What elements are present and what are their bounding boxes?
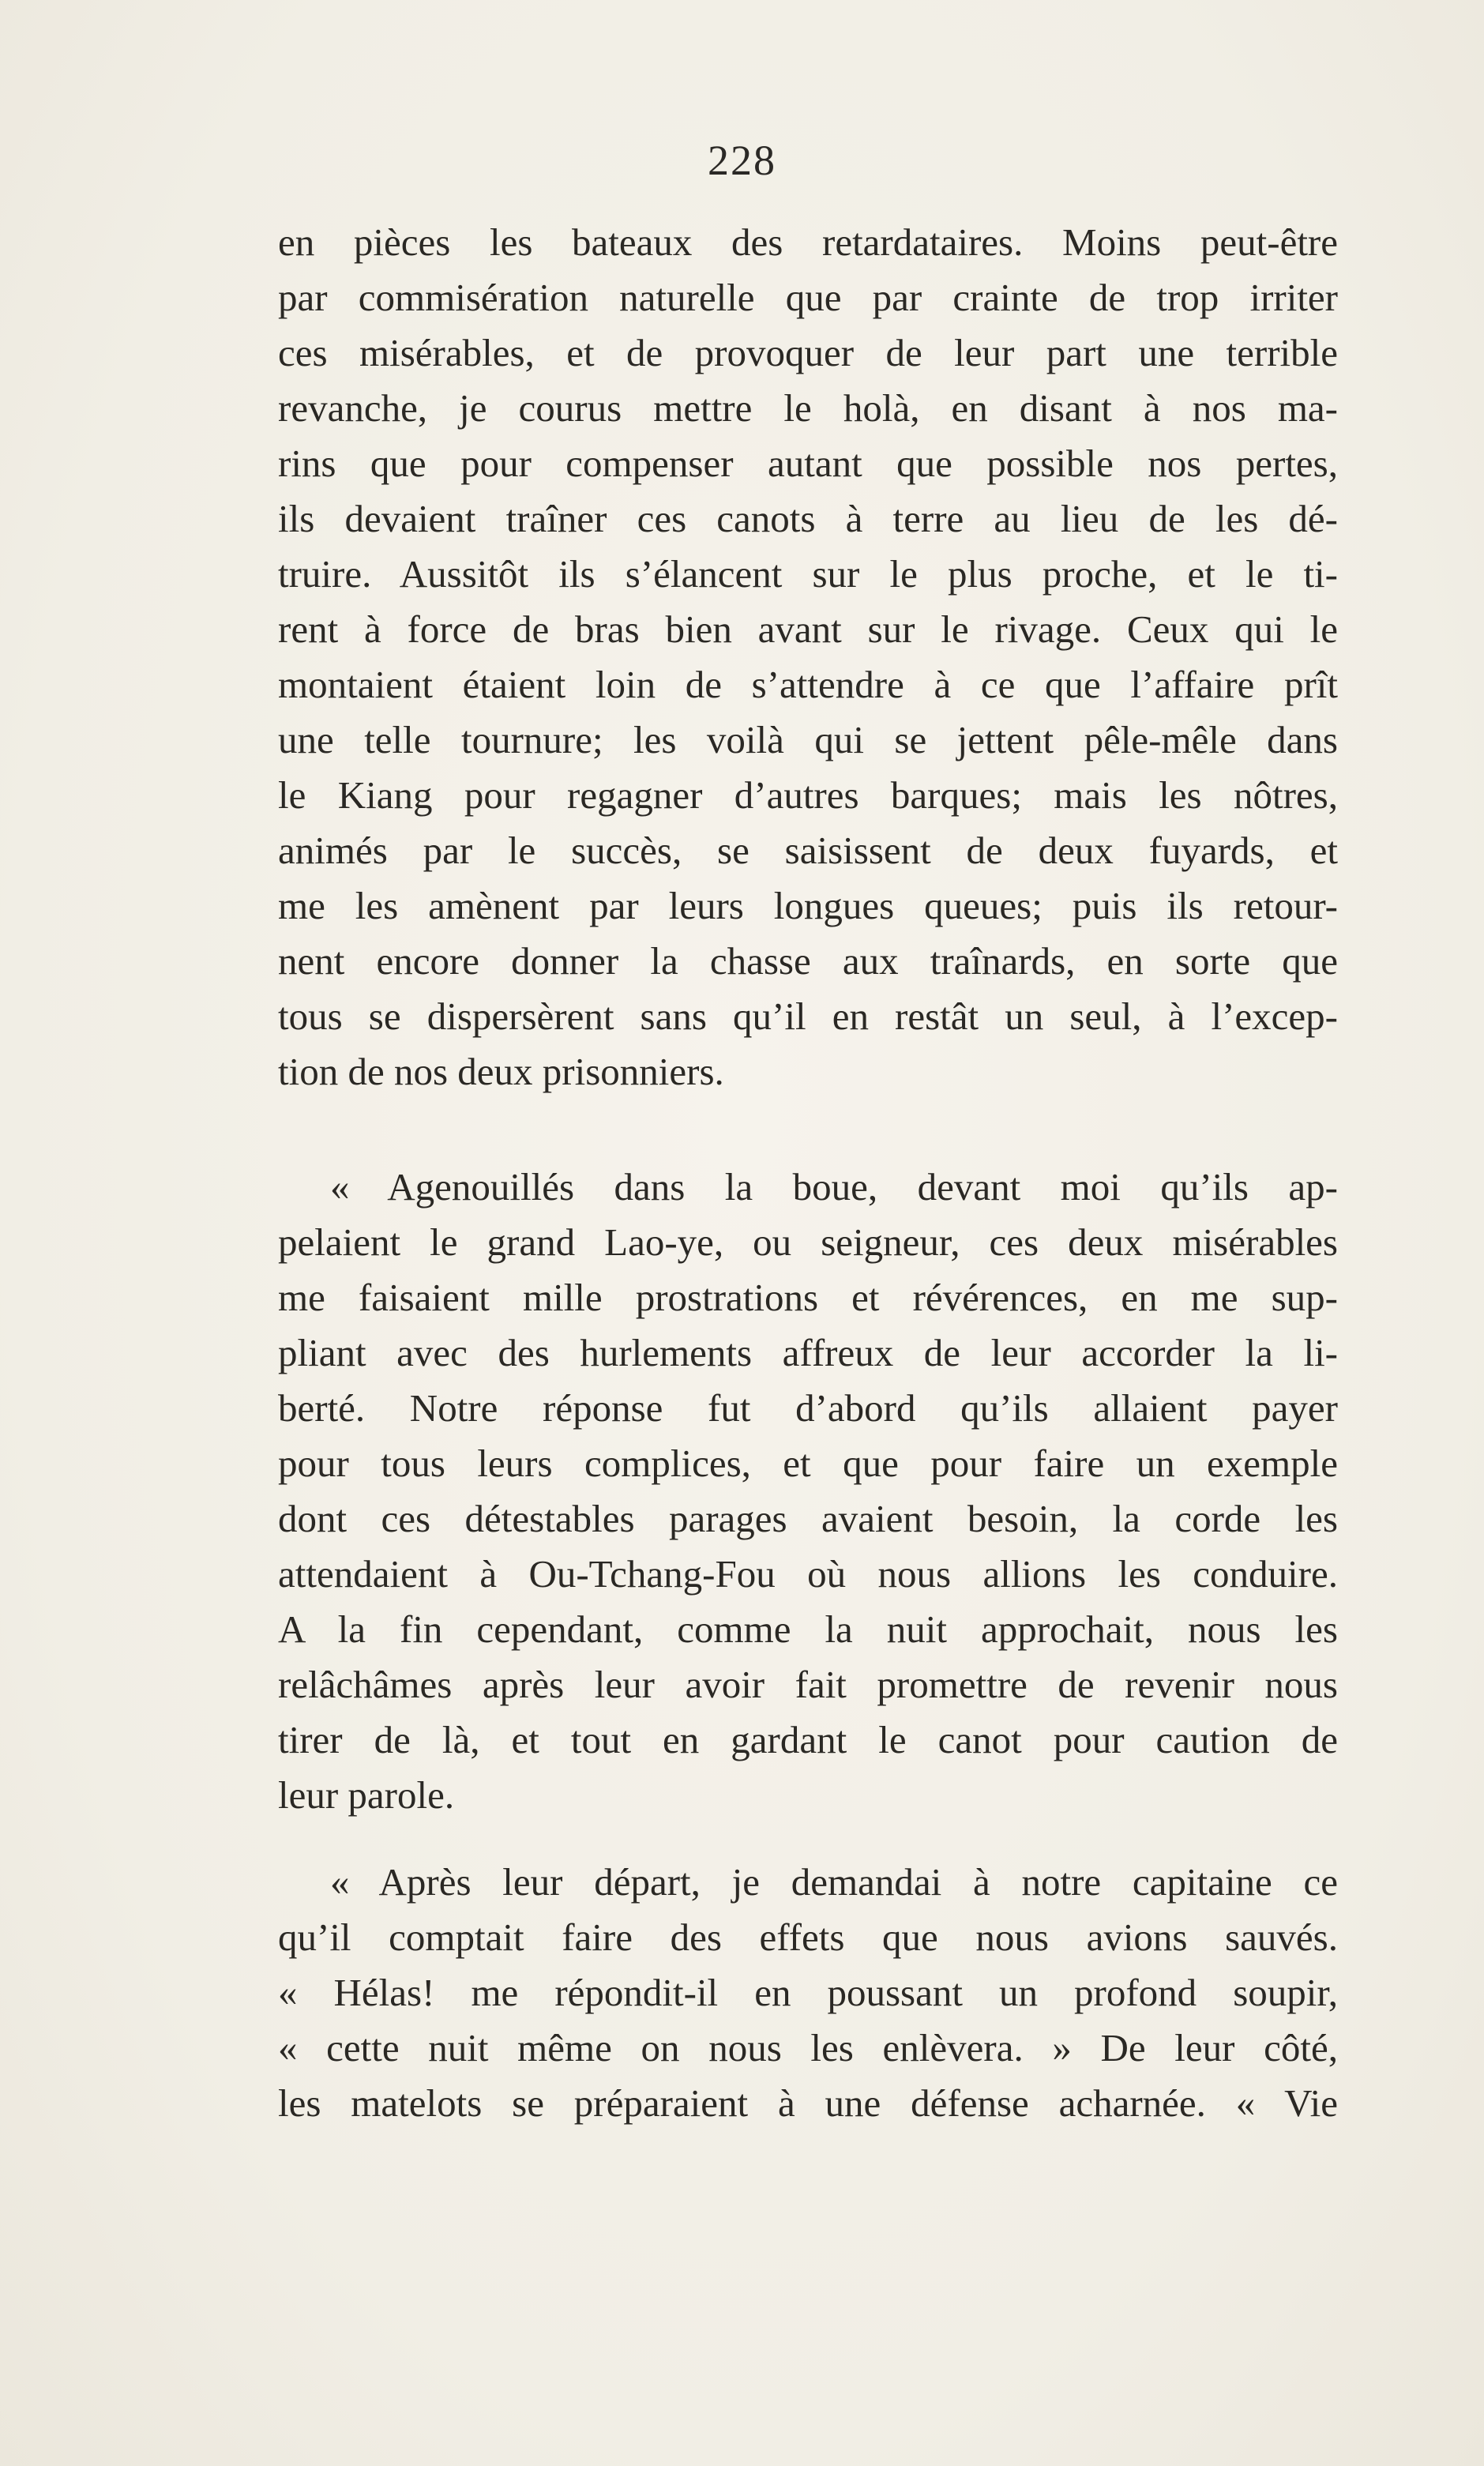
text-line: tion de nos deux prisonniers. — [278, 1050, 724, 1093]
text-line: pliant avec des hurlements affreux de leur accorder la li- — [278, 1331, 1338, 1374]
text-line: ces misérables, et de provoquer de leur part une terrible — [278, 331, 1338, 374]
page-number: 228 — [708, 137, 776, 184]
text-line: une telle tournure; les voilà qui se jettent pêle-mêle dans — [278, 718, 1338, 761]
text-line: animés par le succès, se saisissent de deux fuyards, et — [278, 829, 1338, 872]
text-line: tous se dispersèrent sans qu’il en restât un seul, à l’excep- — [278, 994, 1338, 1038]
text-line: « Hélas! me répondit-il en poussant un profond soupir, — [278, 1971, 1338, 2014]
text-line: me les amènent par leurs longues queues; puis ils retour- — [278, 884, 1338, 927]
paragraph-3 — [278, 1855, 1338, 2131]
text-line: rent à force de bras bien avant sur le rivage. Ceux qui le — [278, 607, 1338, 651]
text-line: truire. Aussitôt ils s’élancent sur le plus proche, et le ti- — [278, 552, 1338, 596]
text-line: les matelots se préparaient à une défense acharnée. « Vie — [278, 2081, 1338, 2125]
text-line: nent encore donner la chasse aux traînards, en sorte que — [278, 939, 1338, 983]
text-line: tirer de là, et tout en gardant le canot pour caution de — [278, 1718, 1338, 1761]
paragraph-1 — [278, 215, 1338, 1100]
text-line: relâchâmes après leur avoir fait promettre de revenir nous — [278, 1663, 1338, 1706]
text-line: dont ces détestables parages avaient besoin, la corde les — [278, 1497, 1338, 1540]
text-line: pour tous leurs complices, et que pour faire un exemple — [278, 1442, 1338, 1485]
text-line: berté. Notre réponse fut d’abord qu’ils allaient payer — [278, 1386, 1338, 1430]
text-line: revanche, je courus mettre le holà, en disant à nos ma- — [278, 386, 1338, 430]
text-line: le Kiang pour regagner d’autres barques; mais les nôtres, — [278, 773, 1338, 817]
text-line: A la fin cependant, comme la nuit approchait, nous les — [278, 1607, 1338, 1651]
paragraph-2 — [278, 1160, 1338, 1823]
text-line: me faisaient mille prostrations et révérences, en me sup- — [278, 1276, 1338, 1319]
text-line: qu’il comptait faire des effets que nous avions sauvés. — [278, 1915, 1338, 1959]
text-line: pelaient le grand Lao-ye, ou seigneur, ces deux misérables — [278, 1220, 1338, 1264]
text-line: attendaient à Ou-Tchang-Fou où nous allions les conduire. — [278, 1552, 1338, 1596]
text-line: « Agenouillés dans la boue, devant moi qu’ils ap- — [330, 1165, 1338, 1209]
text-line: par commisération naturelle que par crainte de trop irriter — [278, 276, 1338, 319]
text-line: leur parole. — [278, 1773, 455, 1817]
text-line: rins que pour compenser autant que possible nos pertes, — [278, 442, 1338, 485]
text-line: ils devaient traîner ces canots à terre au lieu de les dé- — [278, 497, 1338, 540]
text-line: « cette nuit même on nous les enlèvera. » De leur côté, — [278, 2026, 1338, 2069]
text-line: en pièces les bateaux des retardataires. Moins peut-être — [278, 220, 1338, 264]
text-line: montaient étaient loin de s’attendre à ce que l’affaire prît — [278, 663, 1338, 706]
text-line: « Après leur départ, je demandai à notre capitaine ce — [330, 1860, 1338, 1904]
body-text — [278, 215, 1338, 2131]
